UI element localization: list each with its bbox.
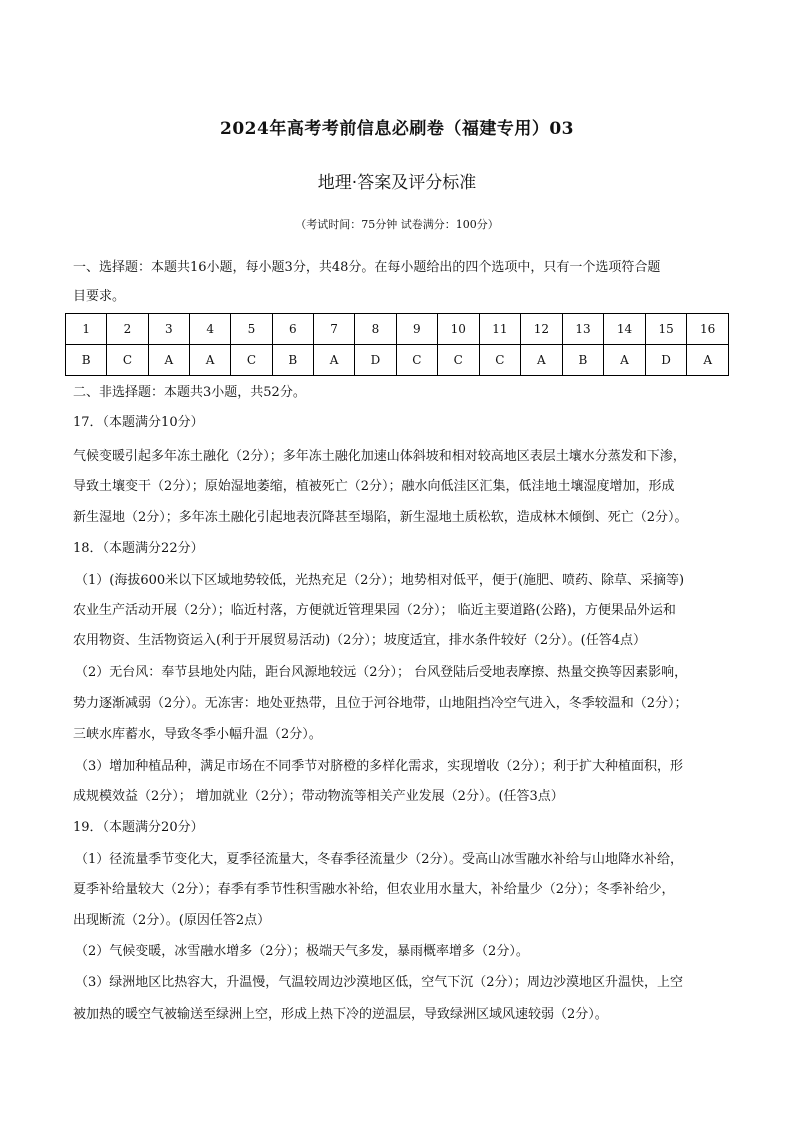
question-number-cell: 2 bbox=[107, 314, 148, 345]
q18-line: 成规模效益（2分）； 增加就业（2分）；带动物流等相关产业发展（2分）。(任答3点） bbox=[73, 789, 564, 804]
question-number-cell: 16 bbox=[687, 314, 729, 345]
exam-info: （考试时间：75分钟 试卷满分：100分） bbox=[295, 218, 499, 231]
q18-header: 18．（本题满分22分） bbox=[73, 541, 204, 556]
q19-line: （2）气候变暖，冰雪融水增多（2分）；极端天气多发，暴雨概率增多（2分）。 bbox=[75, 944, 529, 959]
q19-line: 出现断流（2分）。(原因任答2点） bbox=[73, 913, 271, 928]
section2-intro: 二、非选择题：本题共3小题，共52分。 bbox=[73, 385, 306, 400]
answer-cell: A bbox=[148, 345, 189, 376]
question-number-cell: 11 bbox=[479, 314, 521, 345]
section1-intro-line1: 一、选择题：本题共16小题，每小题3分，共48分。在每小题给出的四个选项中，只有一个选项符合题 bbox=[73, 260, 661, 275]
answer-cell: C bbox=[396, 345, 437, 376]
q18-line: （2）无台风：奉节县地处内陆，距台风源地较远（2分）； 台风登陆后受地表摩擦、热量交换等因素影响， bbox=[75, 665, 688, 680]
q19-header: 19．（本题满分20分） bbox=[73, 820, 204, 835]
question-number-cell: 6 bbox=[272, 314, 313, 345]
question-number-cell: 3 bbox=[148, 314, 189, 345]
question-number-cell: 7 bbox=[313, 314, 354, 345]
answer-table-number-row bbox=[66, 314, 729, 345]
answer-cell: D bbox=[645, 345, 687, 376]
answer-cell: C bbox=[231, 345, 272, 376]
question-number-cell: 5 bbox=[231, 314, 272, 345]
q18-line: 农业生产活动开展（2分）；临近村落，方便就近管理果园（2分）； 临近主要道路(公路)，方便果品外运和 bbox=[73, 603, 676, 618]
q18-line: （3）增加种植品种，满足市场在不同季节对脐橙的多样化需求，实现增收（2分）；利于扩大种植面积，形 bbox=[75, 759, 684, 774]
q17-line: 导致土壤变干（2分）；原始湿地萎缩，植被死亡（2分）；融水向低洼区汇集，低洼地土壤湿度增加，形成 bbox=[73, 479, 675, 494]
answer-cell: A bbox=[687, 345, 729, 376]
answer-cell: A bbox=[313, 345, 354, 376]
q17-line: 气候变暖引起多年冻土融化（2分）；多年冻土融化加速山体斜坡和相对较高地区表层土壤水分蒸发和下渗， bbox=[73, 449, 686, 464]
question-number-cell: 12 bbox=[521, 314, 563, 345]
question-number-cell: 14 bbox=[604, 314, 646, 345]
q18-line: 势力逐渐减弱（2分）。无冻害：地处亚热带，且位于河谷地带，山地阻挡冷空气进入，冬季较温和（2分）； bbox=[73, 696, 688, 711]
answer-cell: B bbox=[66, 345, 107, 376]
q19-line: （1）径流量季节变化大，夏季径流量大，冬春季径流量少（2分）。受高山冰雪融水补给与山地降水补给， bbox=[75, 852, 684, 867]
q19-line: 夏季补给量较大（2分）；春季有季节性积雪融水补给，但农业用水量大，补给量少（2分）；冬季补给少， bbox=[73, 882, 675, 897]
page-subtitle: 地理·答案及评分标准 bbox=[317, 173, 477, 193]
q18-line: 农用物资、生活物资运入(利于开展贸易活动)（2分）；坡度适宜，排水条件较好（2分）。(任答4点） bbox=[73, 633, 647, 648]
answer-cell: A bbox=[521, 345, 563, 376]
q18-line: （1）(海拔600米以下区域地势较低，光热充足（2分）；地势相对低平，便于(施肥、喷药、除草、采摘等) bbox=[75, 573, 685, 588]
page-title: 2024年高考考前信息必刷卷（福建专用）03 bbox=[220, 119, 574, 139]
answer-cell: D bbox=[355, 345, 396, 376]
q19-line: 被加热的暖空气被输送至绿洲上空，形成上热下冷的逆温层，导致绿洲区域风速较弱（2分）。 bbox=[73, 1007, 608, 1022]
question-number-cell: 1 bbox=[66, 314, 107, 345]
answer-cell: C bbox=[437, 345, 479, 376]
section1-intro-line2: 目要求。 bbox=[73, 289, 126, 304]
answer-cell: C bbox=[479, 345, 521, 376]
question-number-cell: 10 bbox=[437, 314, 479, 345]
question-number-cell: 15 bbox=[645, 314, 687, 345]
answer-cell: C bbox=[107, 345, 148, 376]
question-number-cell: 13 bbox=[562, 314, 604, 345]
q18-line: 三峡水库蓄水，导致冬季小幅升温（2分）。 bbox=[73, 727, 322, 742]
answer-cell: B bbox=[562, 345, 604, 376]
answer-table bbox=[65, 313, 729, 376]
question-number-cell: 9 bbox=[396, 314, 437, 345]
q19-line: （3）绿洲地区比热容大，升温慢，气温较周边沙漠地区低，空气下沉（2分）；周边沙漠地区升温快，上空 bbox=[75, 975, 684, 990]
q17-line: 新生湿地（2分）；多年冻土融化引起地表沉降甚至塌陷，新生湿地土质松软，造成林木倾倒、死亡（2分）。 bbox=[73, 510, 688, 525]
question-number-cell: 8 bbox=[355, 314, 396, 345]
answer-table-answer-row bbox=[66, 345, 729, 376]
answer-cell: A bbox=[604, 345, 646, 376]
question-number-cell: 4 bbox=[189, 314, 230, 345]
answer-cell: B bbox=[272, 345, 313, 376]
answer-cell: A bbox=[189, 345, 230, 376]
q17-header: 17．（本题满分10分） bbox=[73, 415, 204, 430]
